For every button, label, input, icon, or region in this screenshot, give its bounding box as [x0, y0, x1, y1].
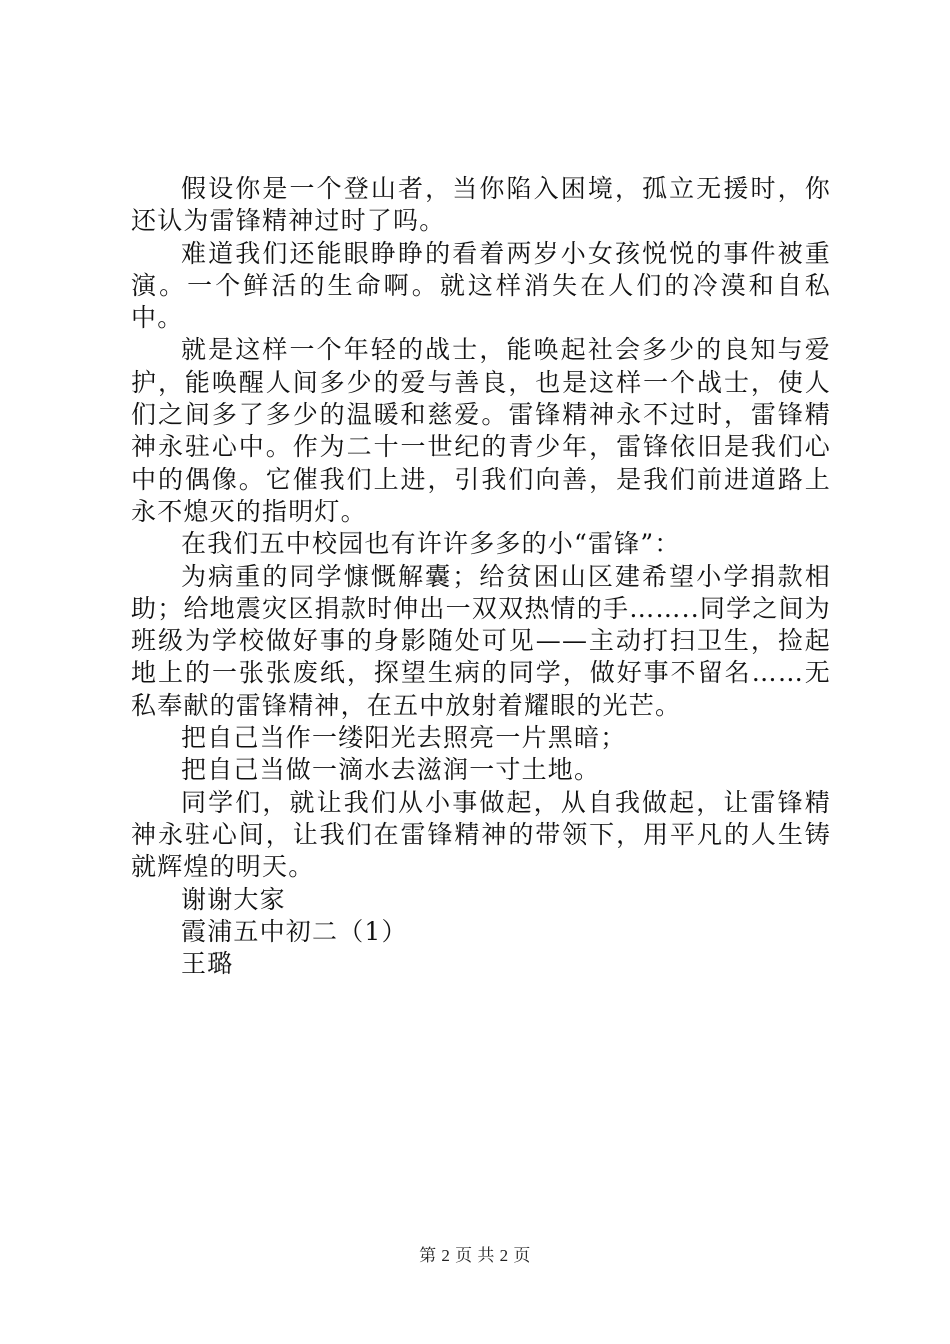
- paragraph-6: 把自己当作一缕阳光去照亮一片黑暗；: [181, 723, 627, 753]
- closing-line: 谢谢大家: [181, 884, 286, 914]
- paragraph-1: 假设你是一个登山者，当你陷入困境，孤立无援时，你还认为雷锋精神过时了吗。: [131, 174, 831, 236]
- paragraph-2: 难道我们还能眼睁睁的看着两岁小女孩悦悦的事件被重演。一个鲜活的生命啊。就这样消失在人们的冷漠和自私中。: [131, 238, 831, 333]
- paragraph-7: 把自己当做一滴水去滋润一寸土地。: [181, 755, 601, 785]
- paragraph-5: 为病重的同学慷慨解囊；给贫困山区建希望小学捐款相助；给地震灾区捐款时伸出一双双热情的手……..同学之间为班级为学校做好事的身影随处可见——主动打扫卫生，捡起地上的一张张废纸，探望生病的同学，做好事不留名……无私奉献的雷锋精神，在五中放射着耀眼的光芒。: [131, 561, 831, 720]
- document-body: [131, 173, 831, 980]
- school-class-line: 霞浦五中初二（1）: [181, 916, 408, 946]
- paragraph-8: 同学们，就让我们从小事做起，从自我做起，让雷锋精神永驻心间，让我们在雷锋精神的带领下，用平凡的人生铸就辉煌的明天。: [131, 787, 831, 882]
- page-footer: 第 2 页 共 2 页: [419, 1246, 531, 1265]
- paragraph-4: 在我们五中校园也有许许多多的小“雷锋”：: [181, 529, 681, 559]
- paragraph-3: 就是这样一个年轻的战士，能唤起社会多少的良知与爱护，能唤醒人间多少的爱与善良，也是这样一个战士，使人们之间多了多少的温暖和慈爱。雷锋精神永不过时，雷锋精神永驻心中。作为二十一世纪的青少年，雷锋依旧是我们心中的偶像。它催我们上进，引我们向善，是我们前进道路上永不熄灭的指明灯。: [131, 335, 831, 526]
- author-name: 王璐: [181, 949, 234, 979]
